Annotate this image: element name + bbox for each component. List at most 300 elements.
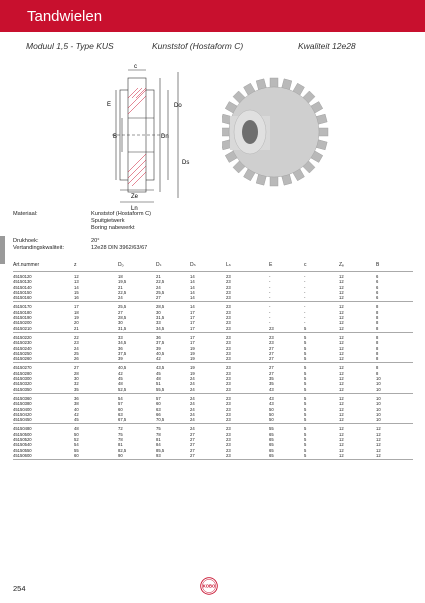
table-cell: 32: [74, 381, 79, 387]
table-cell: 5: [304, 426, 307, 432]
diagram-label-ds: Ds: [182, 160, 190, 166]
table-cell: 19,5: [118, 279, 127, 285]
table-cell: 27: [190, 431, 195, 437]
spec-label-quality: Vertandingskwaliteit:: [13, 245, 64, 251]
table-cell: 45150500: [13, 431, 32, 437]
row-group: [13, 394, 413, 424]
table-cell: -: [304, 304, 306, 310]
table-cell: 18: [118, 274, 123, 279]
table-cell: 63: [118, 411, 123, 417]
table-cell: 33: [118, 334, 123, 340]
table-cell: 23: [74, 340, 79, 346]
table-cell: 13: [74, 279, 79, 285]
table-cell: 5: [304, 370, 307, 376]
table-cell: 30: [74, 376, 79, 382]
table-cell: 23: [226, 426, 231, 432]
table-cell: 60: [156, 401, 161, 407]
table-cell: 12: [339, 411, 344, 417]
table-header: [13, 259, 413, 272]
table-cell: 35: [269, 381, 274, 387]
table-cell: 24: [190, 386, 195, 392]
table-cell: -: [304, 295, 306, 301]
table-cell: 12: [339, 289, 344, 295]
table-cell: 63: [156, 406, 161, 412]
table-cell: 23: [226, 395, 231, 401]
table-cell: 45150550: [13, 447, 32, 453]
table-cell: 43: [269, 401, 274, 407]
table-cell: 66: [156, 411, 161, 417]
table-cell: -: [304, 279, 306, 285]
table-cell: -: [269, 309, 271, 315]
table-cell: 65: [269, 452, 274, 458]
table-cell: 45150230: [13, 340, 32, 346]
table-cell: 27: [269, 365, 274, 371]
table-cell: -: [304, 315, 306, 321]
table-cell: 19: [190, 345, 195, 351]
table-cell: 45150250: [13, 350, 32, 356]
table-cell: 39: [156, 345, 161, 351]
table-cell: 52: [74, 437, 79, 443]
table-cell: 23: [226, 345, 231, 351]
table-cell: 6: [376, 295, 379, 301]
table-cell: -: [269, 279, 271, 285]
table-cell: 23: [226, 401, 231, 407]
table-cell: -: [269, 289, 271, 295]
table-cell: 8: [376, 309, 379, 315]
diagram-label-do: Do: [174, 103, 182, 109]
table-cell: 6: [376, 284, 379, 290]
table-cell: 23: [226, 381, 231, 387]
diagram-label-e: E: [107, 102, 112, 108]
table-cell: 50: [269, 406, 274, 412]
table-cell: 10: [376, 395, 381, 401]
table-cell: 48: [118, 381, 123, 387]
table-cell: 37,5: [118, 350, 127, 356]
table-cell: 5: [304, 406, 307, 412]
table-cell: -: [304, 284, 306, 290]
table-cell: 23: [269, 334, 274, 340]
table-cell: 10: [376, 411, 381, 417]
table-cell: 12: [339, 315, 344, 321]
table-cell: 23: [226, 437, 231, 443]
header-c: c: [304, 262, 307, 268]
table-cell: 14: [74, 284, 79, 290]
table-cell: 8: [376, 356, 379, 362]
table-cell: 90: [118, 452, 123, 458]
spec-value-quality: 12e28 DIN 3962/63/67: [91, 245, 148, 251]
table-cell: 17: [190, 315, 195, 321]
header-e: E: [269, 262, 273, 268]
table-row: [13, 356, 413, 361]
table-cell: 34,5: [156, 325, 165, 331]
table-cell: 6: [376, 274, 379, 279]
table-cell: 12: [339, 376, 344, 382]
table-cell: 5: [304, 334, 307, 340]
table-cell: 55,5: [156, 386, 165, 392]
table-cell: 5: [304, 365, 307, 371]
table-cell: 60: [118, 406, 123, 412]
table-cell: 8: [376, 370, 379, 376]
table-cell: 5: [304, 431, 307, 437]
spec-value-bore: Boring nabewerkt: [91, 225, 135, 231]
table-cell: 8: [376, 304, 379, 310]
table-cell: 5: [304, 447, 307, 453]
table-cell: 21: [118, 284, 123, 290]
table-cell: 60: [74, 452, 79, 458]
table-cell: 27: [190, 452, 195, 458]
table-cell: 36: [118, 345, 123, 351]
table-cell: 12: [74, 274, 79, 279]
header-ze: Zₑ: [339, 262, 344, 268]
table-cell: 8: [376, 325, 379, 331]
table-cell: 24: [118, 295, 123, 301]
table-cell: 12: [339, 452, 344, 458]
table-cell: 23: [226, 315, 231, 321]
table-row: [13, 387, 413, 392]
table-cell: 27: [190, 442, 195, 448]
table-cell: 45150200: [13, 320, 32, 326]
table-cell: 93: [156, 452, 161, 458]
table-cell: 65: [269, 442, 274, 448]
product-table: [13, 259, 413, 460]
table-cell: 27: [74, 365, 79, 371]
table-cell: 45150320: [13, 381, 32, 387]
table-cell: 17: [190, 325, 195, 331]
table-cell: 45150540: [13, 442, 32, 448]
table-cell: 45150170: [13, 304, 32, 310]
table-cell: 6: [376, 289, 379, 295]
table-cell: 12: [339, 279, 344, 285]
table-cell: 22,5: [118, 289, 127, 295]
table-cell: 12: [339, 395, 344, 401]
page-title: Tandwielen: [27, 8, 103, 25]
table-cell: 14: [190, 284, 195, 290]
diagram-label-c: c: [134, 64, 137, 70]
table-cell: 24: [190, 376, 195, 382]
table-cell: 5: [304, 452, 307, 458]
page-header: [0, 0, 425, 32]
table-row: [13, 326, 413, 331]
table-cell: 70,5: [156, 417, 165, 423]
table-cell: 40: [74, 406, 79, 412]
table-cell: 12: [339, 442, 344, 448]
table-cell: 85,5: [156, 447, 165, 453]
table-cell: 28,5: [156, 304, 165, 310]
table-cell: 22,5: [156, 279, 165, 285]
table-cell: 45150270: [13, 365, 32, 371]
table-cell: 8: [376, 334, 379, 340]
table-cell: 45150520: [13, 437, 32, 443]
table-cell: 81: [118, 442, 123, 448]
table-cell: 45: [74, 417, 79, 423]
table-cell: 12: [339, 284, 344, 290]
table-cell: 19: [190, 356, 195, 362]
table-cell: 5: [304, 411, 307, 417]
table-cell: 23: [226, 295, 231, 301]
table-cell: 19: [74, 315, 79, 321]
table-cell: -: [269, 315, 271, 321]
table-cell: 45150400: [13, 406, 32, 412]
table-cell: 54: [118, 395, 123, 401]
table-cell: 23: [226, 406, 231, 412]
table-cell: 12: [376, 452, 381, 458]
kobo-logo: [200, 577, 218, 595]
table-cell: 45150240: [13, 345, 32, 351]
diagram-label-b: B: [113, 134, 118, 140]
table-cell: 12: [376, 431, 381, 437]
table-cell: 27: [190, 437, 195, 443]
diagram-label-dn: Dn: [161, 134, 169, 140]
table-cell: 23: [226, 376, 231, 382]
table-cell: 12: [339, 356, 344, 362]
table-cell: 55: [74, 447, 79, 453]
table-cell: -: [304, 320, 306, 326]
spec-value-material: Kunststof (Hostaform C): [91, 211, 151, 217]
table-cell: 23: [226, 442, 231, 448]
table-cell: 45150280: [13, 370, 32, 376]
table-cell: 45150420: [13, 411, 32, 417]
table-cell: 25,5: [156, 289, 165, 295]
table-cell: 45150180: [13, 309, 32, 315]
technical-drawing: [98, 62, 196, 212]
table-cell: 24: [74, 345, 79, 351]
table-cell: 5: [304, 350, 307, 356]
table-cell: 5: [304, 395, 307, 401]
table-cell: 12: [339, 431, 344, 437]
table-cell: 23: [226, 431, 231, 437]
table-cell: 10: [376, 386, 381, 392]
table-cell: 12: [339, 274, 344, 279]
table-cell: 5: [304, 401, 307, 407]
table-cell: 27: [118, 309, 123, 315]
table-cell: 14: [190, 304, 195, 310]
table-cell: 23: [226, 334, 231, 340]
table-row: [13, 453, 413, 458]
table-cell: 42: [156, 356, 161, 362]
table-cell: 82,5: [118, 447, 127, 453]
table-cell: 45: [156, 370, 161, 376]
diagram-label-ln: Ln: [131, 206, 138, 212]
table-cell: 42: [118, 370, 123, 376]
table-cell: 27: [156, 295, 161, 301]
table-cell: 8: [376, 350, 379, 356]
table-cell: 23: [226, 309, 231, 315]
table-cell: 12: [339, 320, 344, 326]
table-cell: 12: [376, 447, 381, 453]
table-cell: 27: [269, 350, 274, 356]
table-cell: 24: [190, 381, 195, 387]
table-cell: 16: [74, 295, 79, 301]
table-cell: 12: [339, 304, 344, 310]
table-cell: 30: [156, 309, 161, 315]
table-cell: 45150360: [13, 395, 32, 401]
table-cell: 23: [226, 356, 231, 362]
table-cell: 23: [226, 320, 231, 326]
table-cell: 12: [339, 417, 344, 423]
table-cell: 12: [339, 437, 344, 443]
table-cell: 45150140: [13, 284, 32, 290]
table-cell: 12: [339, 350, 344, 356]
table-cell: 12: [339, 334, 344, 340]
table-cell: 18: [74, 309, 79, 315]
table-cell: 23: [269, 340, 274, 346]
table-cell: 12: [339, 406, 344, 412]
table-cell: 12: [339, 426, 344, 432]
table-cell: 5: [304, 340, 307, 346]
table-cell: 37,5: [156, 340, 165, 346]
table-cell: 84: [156, 442, 161, 448]
table-cell: -: [269, 274, 271, 279]
table-cell: -: [269, 304, 271, 310]
table-cell: 35: [74, 386, 79, 392]
table-cell: 55: [269, 426, 274, 432]
header-art-number: Art.nummer: [13, 262, 40, 268]
subtitle-material: Kunststof (Hostaform C): [152, 41, 244, 51]
table-cell: 35: [269, 376, 274, 382]
table-cell: 45150220: [13, 334, 32, 340]
table-cell: 57: [118, 401, 123, 407]
table-cell: 67,5: [118, 417, 127, 423]
table-cell: 33: [156, 320, 161, 326]
table-cell: 30: [118, 320, 123, 326]
table-cell: 14: [190, 289, 195, 295]
table-cell: 38: [74, 401, 79, 407]
table-cell: 31,5: [156, 315, 165, 321]
table-cell: -: [304, 289, 306, 295]
table-cell: 5: [304, 417, 307, 423]
subtitle-quality: Kwaliteit 12e28: [298, 41, 356, 51]
table-cell: 12: [339, 447, 344, 453]
subtitle-module: Moduul 1,5 - Type KUS: [26, 41, 114, 51]
table-cell: 8: [376, 340, 379, 346]
table-cell: 50: [269, 417, 274, 423]
table-cell: 12: [339, 309, 344, 315]
table-cell: 23: [226, 370, 231, 376]
table-cell: 45150450: [13, 417, 32, 423]
table-cell: 20: [74, 320, 79, 326]
table-cell: 24: [190, 401, 195, 407]
table-cell: 36: [156, 334, 161, 340]
spec-value-process: Spuitgietwerk: [91, 218, 125, 224]
table-cell: 45150120: [13, 274, 32, 279]
table-cell: 10: [376, 381, 381, 387]
table-cell: 8: [376, 320, 379, 326]
table-cell: 23: [226, 274, 231, 279]
table-cell: 51: [156, 381, 161, 387]
table-cell: 8: [376, 315, 379, 321]
table-cell: 65: [269, 437, 274, 443]
table-cell: 43: [269, 395, 274, 401]
table-cell: 10: [376, 406, 381, 412]
row-group: [13, 272, 413, 302]
table-cell: 23: [226, 386, 231, 392]
table-cell: 17: [190, 340, 195, 346]
table-cell: 8: [376, 365, 379, 371]
table-cell: 22: [74, 334, 79, 340]
table-cell: 24: [190, 426, 195, 432]
table-cell: 45150480: [13, 426, 32, 432]
table-cell: 10: [376, 401, 381, 407]
table-cell: 23: [226, 325, 231, 331]
table-cell: 34,5: [118, 340, 127, 346]
table-cell: 12: [339, 401, 344, 407]
table-cell: 45: [118, 376, 123, 382]
table-cell: 54: [74, 442, 79, 448]
table-cell: 27: [269, 370, 274, 376]
header-z: z: [74, 262, 77, 268]
table-cell: 12: [376, 426, 381, 432]
table-cell: 24: [190, 417, 195, 423]
table-cell: 23: [226, 284, 231, 290]
table-cell: 14: [190, 279, 195, 285]
table-cell: 45150210: [13, 325, 32, 331]
table-cell: 19: [190, 350, 195, 356]
table-body: [13, 272, 413, 460]
table-cell: 5: [304, 345, 307, 351]
table-cell: 50: [269, 411, 274, 417]
table-cell: 36: [74, 395, 79, 401]
table-cell: 27: [190, 447, 195, 453]
table-cell: 5: [304, 437, 307, 443]
table-cell: 12: [339, 325, 344, 331]
table-cell: 17: [190, 320, 195, 326]
table-cell: 23: [226, 304, 231, 310]
spec-value-pressure-angle: 20°: [91, 238, 100, 244]
table-row: [13, 295, 413, 300]
table-cell: 48: [74, 426, 79, 432]
table-cell: 23: [226, 417, 231, 423]
table-cell: 12: [376, 437, 381, 443]
header-b: B: [376, 262, 380, 268]
table-cell: 57: [156, 395, 161, 401]
table-cell: 52,5: [118, 386, 127, 392]
header-ln: Lₙ: [226, 262, 231, 268]
table-cell: 12: [339, 295, 344, 301]
table-cell: 43: [269, 386, 274, 392]
header-ds: Dₛ: [156, 262, 162, 268]
table-cell: 25,5: [118, 304, 127, 310]
table-cell: 17: [74, 304, 79, 310]
table-cell: -: [304, 274, 306, 279]
table-cell: 23: [226, 452, 231, 458]
table-cell: 14: [190, 295, 195, 301]
table-cell: 17: [190, 334, 195, 340]
table-cell: 5: [304, 376, 307, 382]
table-cell: 43,5: [156, 365, 165, 371]
table-cell: 15: [74, 289, 79, 295]
table-cell: 14: [190, 274, 195, 279]
table-cell: 40,5: [118, 365, 127, 371]
table-cell: 24: [190, 411, 195, 417]
table-cell: 39: [118, 356, 123, 362]
table-cell: 5: [304, 325, 307, 331]
table-cell: 75: [156, 426, 161, 432]
table-cell: 48: [156, 376, 161, 382]
table-cell: 10: [376, 417, 381, 423]
row-group: [13, 333, 413, 363]
table-cell: 23: [226, 279, 231, 285]
table-cell: 23: [269, 325, 274, 331]
table-cell: 12: [339, 345, 344, 351]
table-cell: -: [269, 295, 271, 301]
table-cell: 45150380: [13, 401, 32, 407]
table-cell: 24: [156, 284, 161, 290]
header-dn: Dₙ: [190, 262, 196, 268]
table-cell: 19: [190, 365, 195, 371]
table-cell: -: [269, 320, 271, 326]
table-cell: 5: [304, 442, 307, 448]
table-cell: 5: [304, 386, 307, 392]
